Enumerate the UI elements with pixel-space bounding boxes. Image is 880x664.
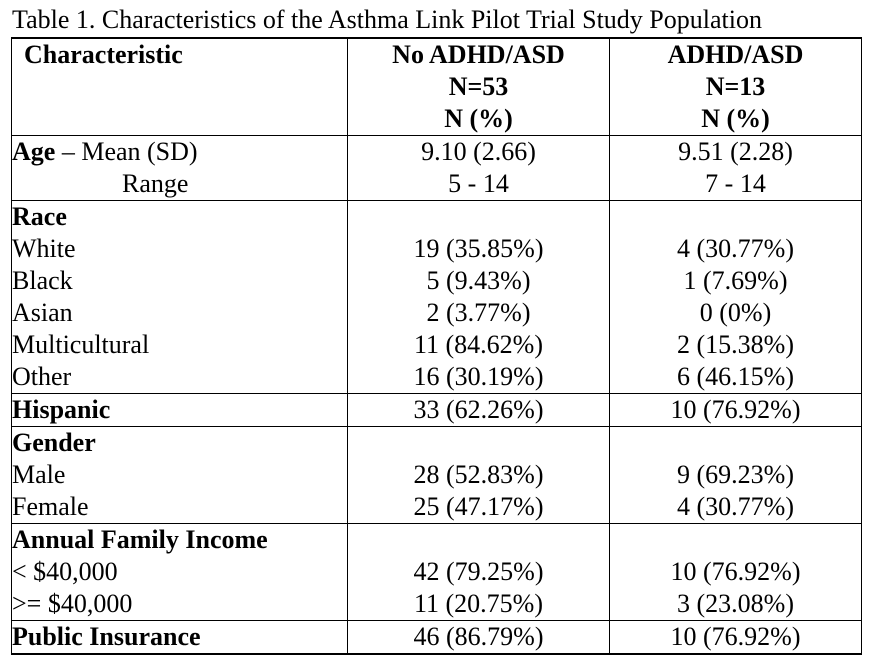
- empty-cell: [348, 427, 610, 460]
- row-value-no: 2 (3.77%): [348, 297, 610, 329]
- age-no-cell: [348, 136, 610, 201]
- header-adhd-asd: [610, 38, 862, 136]
- header-no-group-name: No ADHD/ASD: [392, 40, 565, 69]
- table-row: [12, 297, 862, 329]
- gender-section-title: Gender: [12, 427, 348, 460]
- row-label: < $40,000: [12, 556, 348, 588]
- table-row: [12, 265, 862, 297]
- age-mean-no: 9.10 (2.66): [421, 137, 536, 166]
- hispanic-value-yes: 10 (76.92%): [610, 394, 862, 427]
- age-label-bold: Age: [12, 137, 56, 166]
- table-row: [12, 491, 862, 524]
- row-value-no: 11 (84.62%): [348, 329, 610, 361]
- header-no-group-unit: N (%): [444, 104, 513, 133]
- age-label-rest: – Mean (SD): [55, 137, 198, 166]
- table-row: [12, 233, 862, 265]
- hispanic-label: Hispanic: [12, 394, 348, 427]
- table-caption: Table 1. Characteristics of the Asthma Link Pilot Trial Study Population: [12, 5, 762, 34]
- row-value-no: 42 (79.25%): [348, 556, 610, 588]
- characteristics-table: [11, 37, 862, 655]
- empty-cell: [610, 201, 862, 234]
- empty-cell: [610, 524, 862, 557]
- row-value-no: 25 (47.17%): [348, 491, 610, 524]
- row-value-no: 19 (35.85%): [348, 233, 610, 265]
- header-characteristic: Characteristic: [12, 38, 348, 136]
- row-value-yes: 10 (76.92%): [610, 556, 862, 588]
- row-value-yes: 2 (15.38%): [610, 329, 862, 361]
- public-insurance-label: Public Insurance: [12, 621, 348, 655]
- row-value-yes: 4 (30.77%): [610, 491, 862, 524]
- table-row: [12, 588, 862, 621]
- row-label: Other: [12, 361, 348, 394]
- age-range-yes: 7 - 14: [705, 169, 766, 198]
- table-header-row: [12, 38, 862, 136]
- race-section-title: Race: [12, 201, 348, 234]
- row-label: White: [12, 233, 348, 265]
- row-value-no: 5 (9.43%): [348, 265, 610, 297]
- table-row: [12, 361, 862, 394]
- section-row-gender: [12, 427, 862, 460]
- section-row-race: [12, 201, 862, 234]
- header-yes-group-name: ADHD/ASD: [667, 40, 804, 69]
- public-insurance-value-no: 46 (86.79%): [348, 621, 610, 655]
- row-value-yes: 6 (46.15%): [610, 361, 862, 394]
- age-range-label: Range: [122, 169, 189, 198]
- age-label-cell: [12, 136, 348, 201]
- row-label: Female: [12, 491, 348, 524]
- row-label: >= $40,000: [12, 588, 348, 621]
- row-value-no: 11 (20.75%): [348, 588, 610, 621]
- table-row: [12, 329, 862, 361]
- age-yes-cell: [610, 136, 862, 201]
- row-value-no: 28 (52.83%): [348, 459, 610, 491]
- table-row-hispanic: [12, 394, 862, 427]
- empty-cell: [610, 427, 862, 460]
- row-label: Multicultural: [12, 329, 348, 361]
- table-row-public-insurance: [12, 621, 862, 655]
- age-mean-label: [12, 136, 347, 168]
- table-row: [12, 459, 862, 491]
- public-insurance-value-yes: 10 (76.92%): [610, 621, 862, 655]
- row-label: Asian: [12, 297, 348, 329]
- header-yes-group-unit: N (%): [701, 104, 770, 133]
- age-mean-yes: 9.51 (2.28): [678, 137, 793, 166]
- row-value-yes: 0 (0%): [610, 297, 862, 329]
- header-no-group-n: N=53: [448, 72, 509, 101]
- empty-cell: [348, 524, 610, 557]
- section-row-income: [12, 524, 862, 557]
- row-value-yes: 3 (23.08%): [610, 588, 862, 621]
- header-yes-group-n: N=13: [705, 72, 766, 101]
- hispanic-value-no: 33 (62.26%): [348, 394, 610, 427]
- row-value-yes: 4 (30.77%): [610, 233, 862, 265]
- row-value-yes: 9 (69.23%): [610, 459, 862, 491]
- age-range-no: 5 - 14: [448, 169, 509, 198]
- income-section-title: Annual Family Income: [12, 524, 348, 557]
- table-row: [12, 556, 862, 588]
- table-row-age: [12, 136, 862, 201]
- row-label: Black: [12, 265, 348, 297]
- row-label: Male: [12, 459, 348, 491]
- header-no-adhd-asd: [348, 38, 610, 136]
- row-value-no: 16 (30.19%): [348, 361, 610, 394]
- row-value-yes: 1 (7.69%): [610, 265, 862, 297]
- empty-cell: [348, 201, 610, 234]
